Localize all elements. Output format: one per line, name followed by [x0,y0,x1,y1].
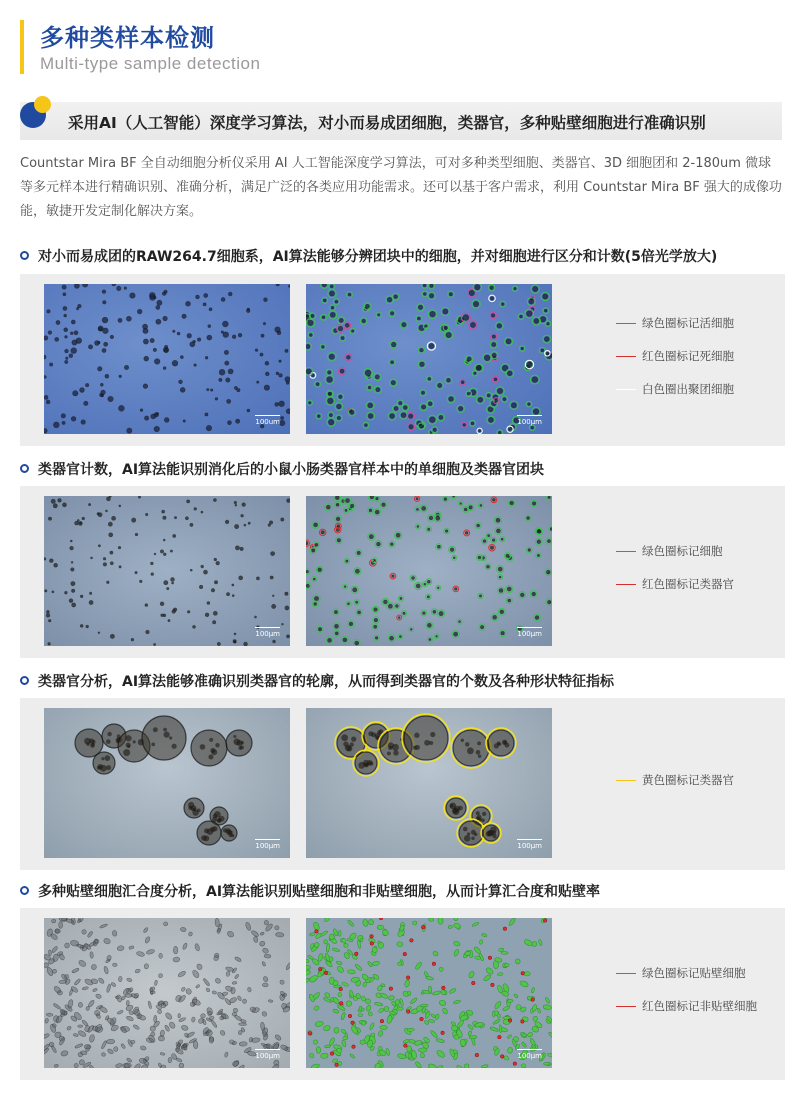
microscope-image-annotated [306,496,552,646]
section-panel-organoid-count [20,486,785,658]
microscope-image-raw [44,918,290,1068]
microscope-image-annotated [306,918,552,1068]
legend [616,316,734,415]
legend-item: 绿色圈标记贴壁细胞 [616,966,757,999]
scale-bar-label: 100um [255,418,280,426]
legend [616,966,757,1032]
section-title-text: 类器官分析，AI算法能够准确识别类器官的轮廓，从而得到类器官的个数及各种形状特征指标 [38,674,615,690]
section-title-organoid-analysis [20,671,614,691]
bullet-circle-icon [20,251,29,260]
scale-bar-label: 100μm [255,1052,280,1060]
scale-bar-label: 100μm [517,630,542,638]
section-title-text: 类器官计数，AI算法能识别消化后的小鼠小肠类器官样本中的单细胞及类器官团块 [38,462,545,478]
microscope-image-raw [44,284,290,434]
section-panel-raw264 [20,274,785,446]
microscope-image-raw [44,496,290,646]
section-title-raw264 [20,246,717,266]
legend-item: 黄色圈标记类器官 [616,773,734,806]
scale-bar-label: 100μm [517,418,542,426]
microscope-image-raw [44,708,290,858]
legend-item: 红色圈标记死细胞 [616,349,734,382]
section-title-text: 多种贴壁细胞汇合度分析，AI算法能识别贴壁细胞和非贴壁细胞，从而计算汇合度和贴壁率 [38,884,601,900]
section-title-text: 对小而易成团的RAW264.7细胞系，AI算法能够分辨团块中的细胞，并对细胞进行区分和计数(5倍光学放大) [38,249,718,265]
legend-item: 绿色圈标记细胞 [616,544,734,577]
legend [616,773,734,806]
section-title-adherent [20,881,600,901]
legend-item: 红色圈标记非贴壁细胞 [616,999,757,1032]
section-panel-organoid-analysis [20,698,785,870]
bullet-circle-icon [20,676,29,685]
circles-logo-icon [20,96,52,128]
legend [616,544,734,610]
page-title: 多种类样本检测 [40,24,215,52]
scale-bar-label: 100μm [517,1052,542,1060]
intro-paragraph: Countstar Mira BF 全自动细胞分析仪采用 AI 人工智能深度学习算法，可对多种类型细胞、类器官、3D 细胞团和 2-180um 微球等多元样本进行精确识别、准确分析，满足广泛的各类应用功能需求。还可以基于客户需求，利用 Countstar Mira BF 强大的成像功能，敏捷开发定制化解决方案。 [20,156,782,219]
legend-item: 绿色圈标记活细胞 [616,316,734,349]
microscope-image-annotated [306,708,552,858]
scale-bar-label: 100μm [517,842,542,850]
section-panel-adherent [20,908,785,1080]
legend-item: 红色圈标记类器官 [616,577,734,610]
bullet-circle-icon [20,886,29,895]
scale-bar-label: 100μm [255,842,280,850]
section-title-organoid-count [20,459,544,479]
header-accent-bar [20,20,24,74]
bullet-circle-icon [20,464,29,473]
legend-item: 白色圈出聚团细胞 [616,382,734,415]
microscope-image-annotated [306,284,552,434]
feature-banner [20,102,782,140]
scale-bar-label: 100μm [255,630,280,638]
banner-text: 采用AI（人工智能）深度学习算法，对小而易成团细胞，类器官，多种贴壁细胞进行准确识别 [68,114,706,132]
page-subtitle: Multi-type sample detection [40,54,261,73]
